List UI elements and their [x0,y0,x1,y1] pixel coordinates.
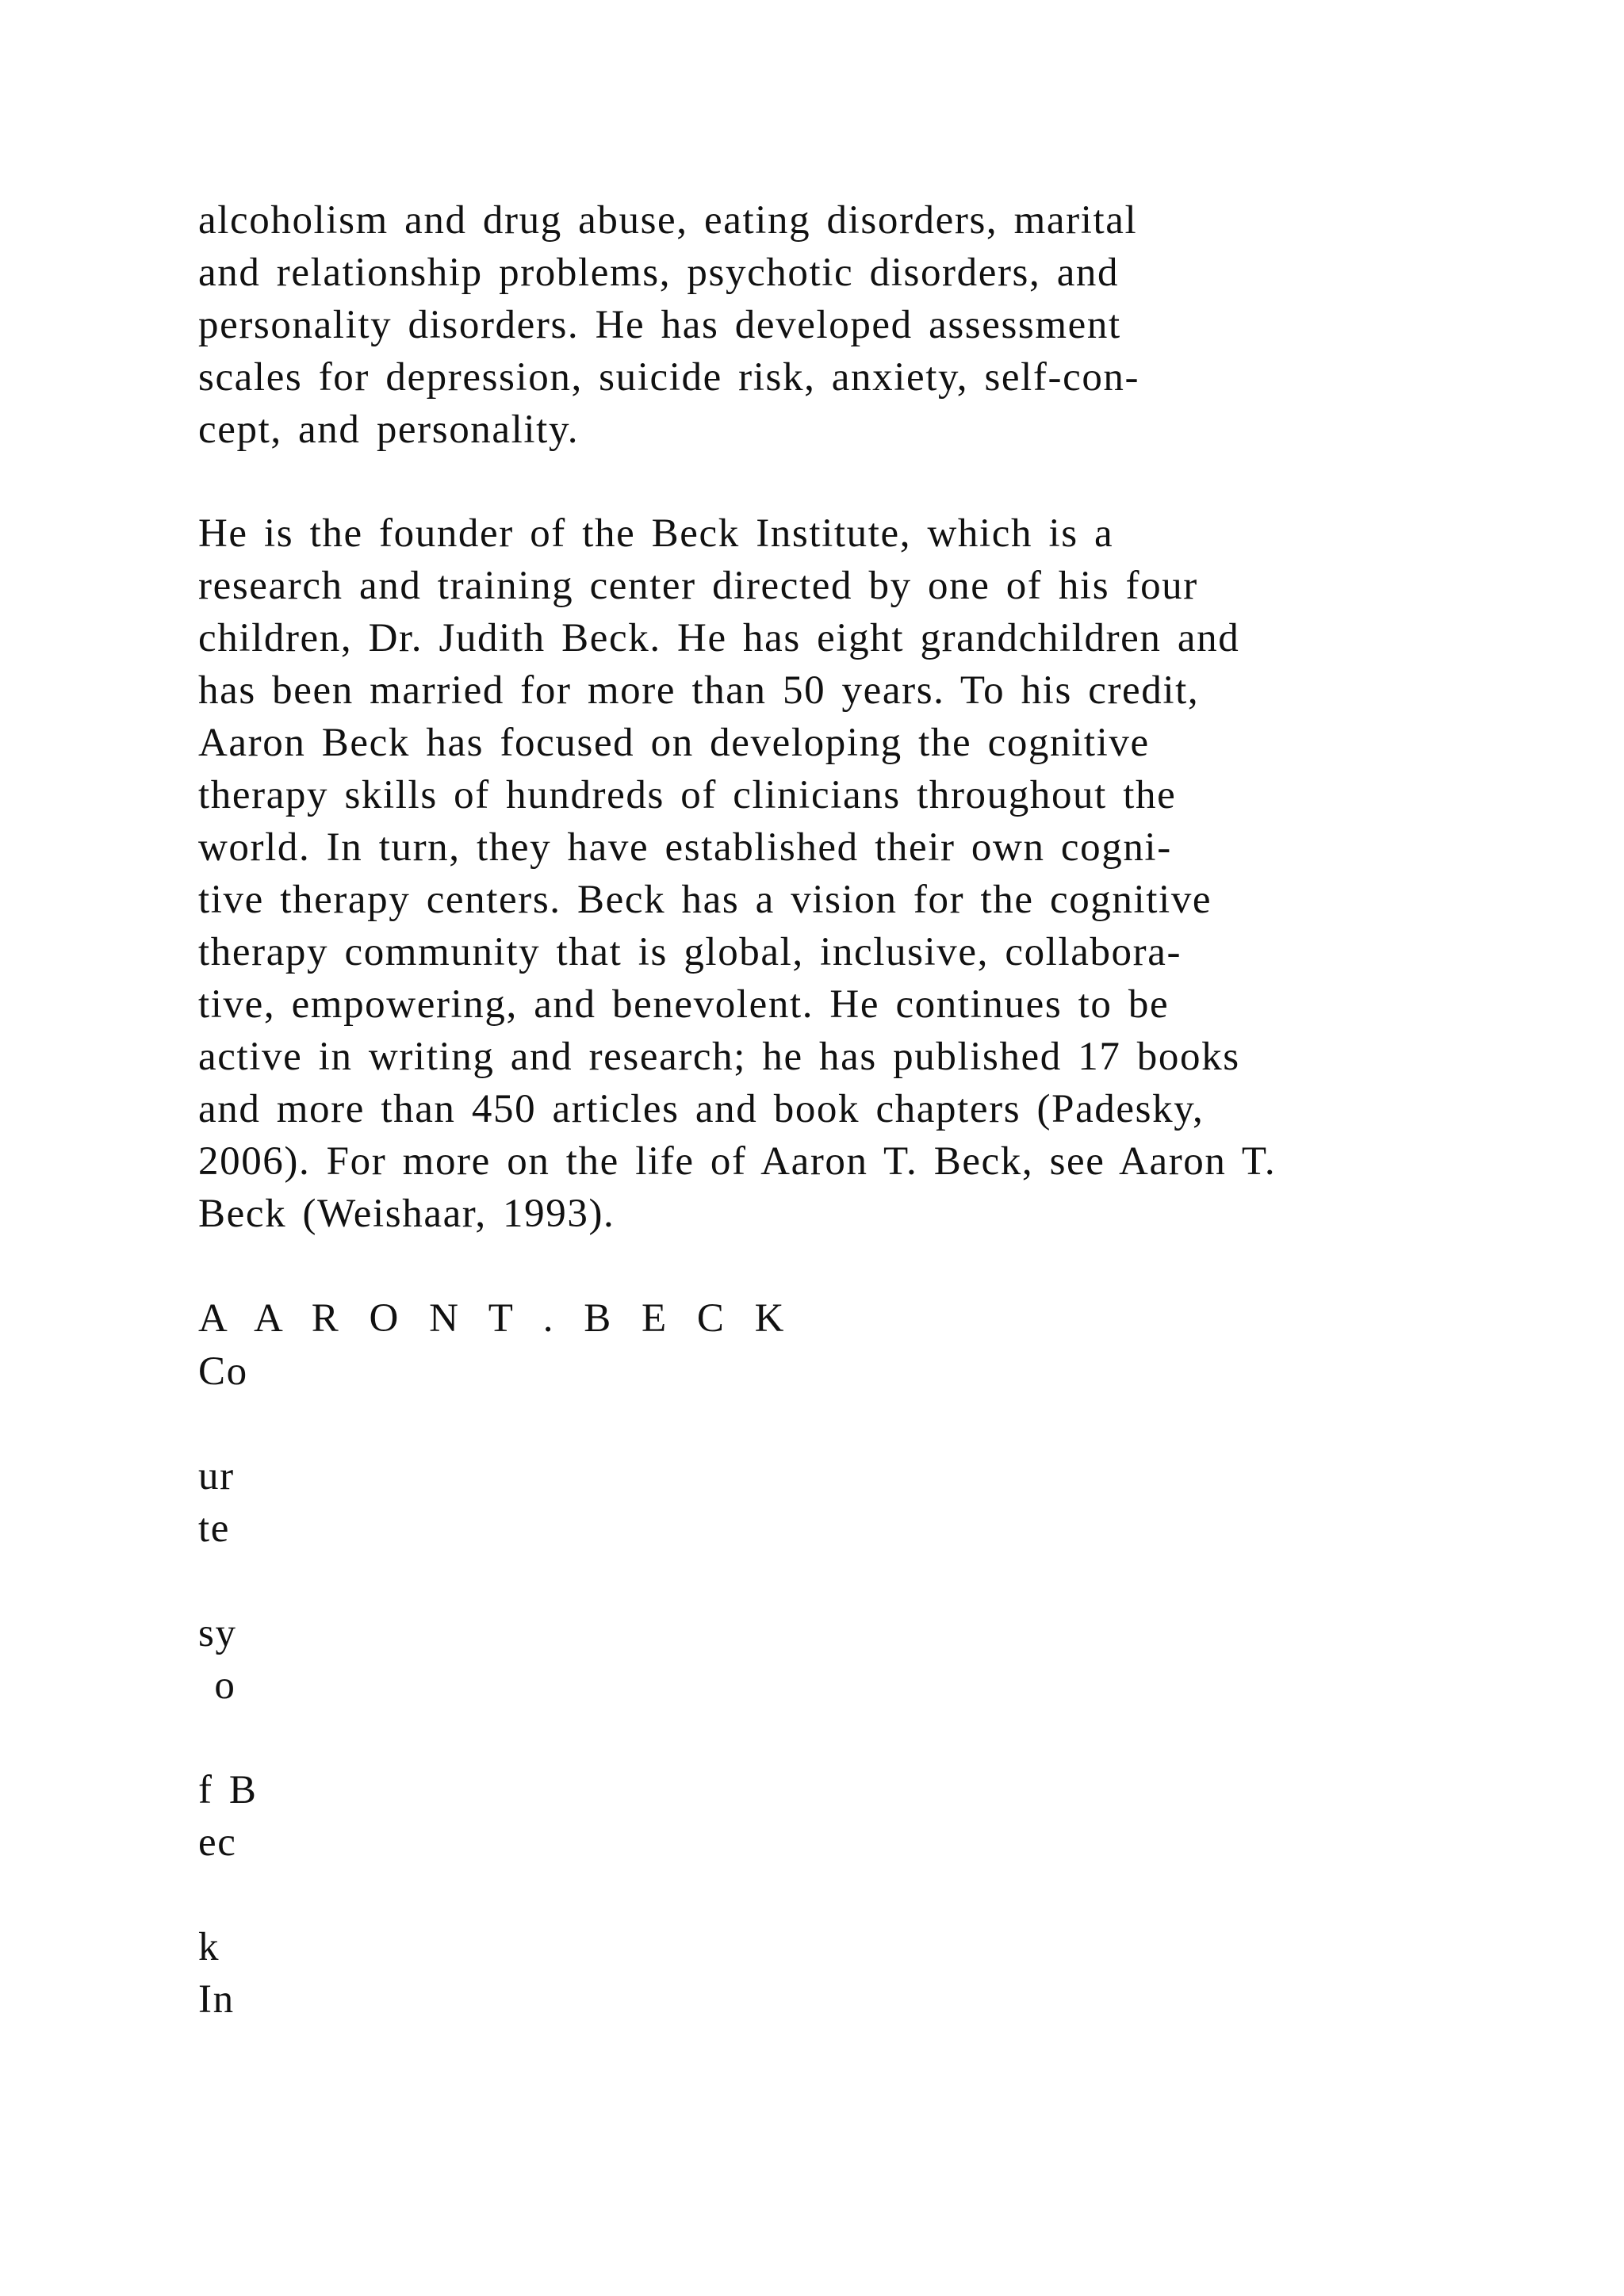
text-line: world. In turn, they have established their own cogni- [198,825,1172,870]
text-line: alcoholism and drug abuse, eating disorders, marital [198,198,1138,243]
caption-fragment: In [198,1977,235,2022]
caption-fragment: Co [198,1349,248,1394]
text-line: research and training center directed by one of his four [198,564,1198,608]
text-line: He is the founder of the Beck Institute, which is a [198,511,1114,556]
caption-fragment: te [198,1506,231,1551]
caption-fragment: ec [198,1820,237,1865]
text-line: 2006). For more on the life of Aaron T. Beck, see Aaron T. [198,1139,1277,1184]
text-line: Aaron Beck has focused on developing the cognitive [198,721,1150,765]
text-line: tive therapy centers. Beck has a vision for the cognitive [198,878,1212,922]
text-line: personality disorders. He has developed assessment [198,303,1121,347]
text-line: therapy community that is global, inclusive, collabora- [198,930,1182,974]
caption-fragment: o [198,1663,236,1708]
spacer [198,1398,1435,1450]
text-line: scales for depression, suicide risk, anxiety, self-con- [198,355,1140,400]
caption-fragment: k [198,1925,220,1969]
text-line: therapy skills of hundreds of clinicians throughout the [198,773,1177,817]
spacer [198,1555,1435,1607]
text-line: children, Dr. Judith Beck. He has eight grandchildren and [198,616,1240,660]
paragraph-1 [198,194,1435,456]
caption-fragment: sy [198,1611,237,1655]
image-caption-fragments [198,1345,1435,2026]
text-line: cept, and personality. [198,408,580,452]
text-line: and more than 450 articles and book chapters (Padesky, [198,1087,1205,1131]
text-line: and relationship problems, psychotic disorders, and [198,251,1120,295]
caption-fragment: f B [198,1768,258,1812]
text-line: Beck (Weishaar, 1993). [198,1192,615,1236]
text-line: tive, empowering, and benevolent. He continues to be [198,982,1170,1027]
section-heading [198,1292,1435,1345]
spacer [198,1712,1435,1764]
text-line: active in writing and research; he has published 17 books [198,1035,1240,1079]
text-line: has been married for more than 50 years. To his credit, [198,668,1200,713]
spacer [198,1869,1435,1921]
caption-fragment: ur [198,1454,235,1498]
paragraph-2 [198,507,1435,1240]
heading-text: A A R O N T . B E C K [198,1296,792,1341]
